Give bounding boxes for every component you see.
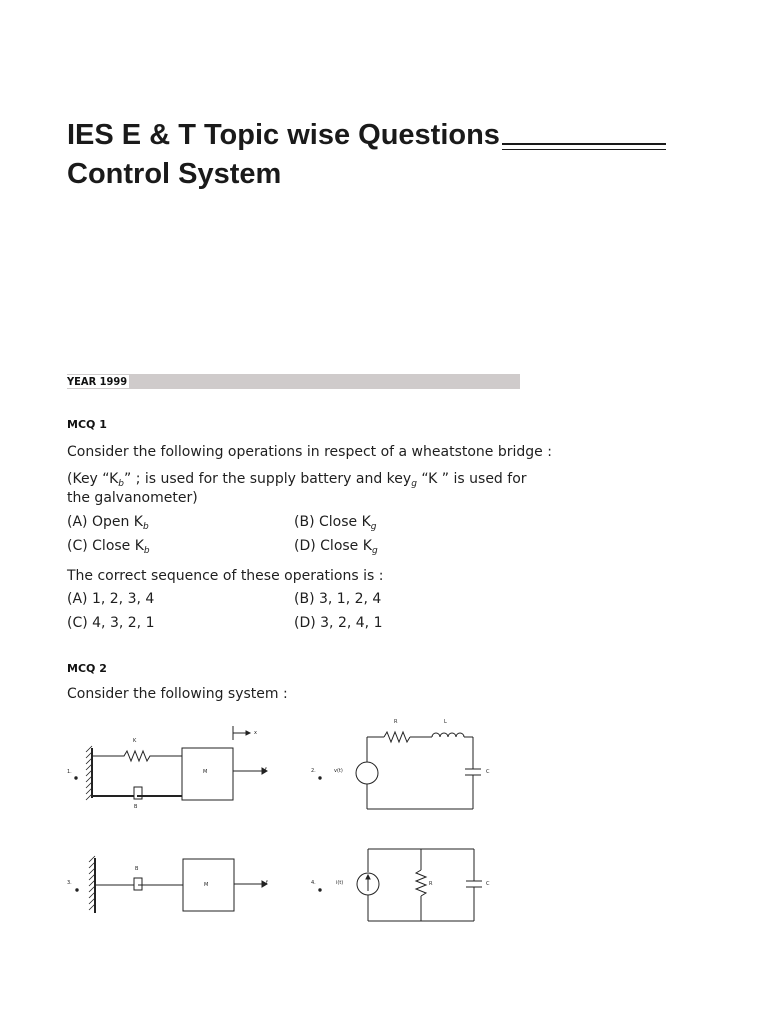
diagram1-damper-label: B	[134, 804, 138, 810]
mechanical-system-2	[76, 856, 267, 913]
mcq1-sequence-prompt: The correct sequence of these operations is :	[67, 568, 384, 584]
mcq1-note-start: (Key “K	[67, 471, 119, 487]
diagram3-force-label: f	[266, 880, 268, 886]
diagram2-capacitor-label: C	[486, 769, 490, 775]
mcq1-answer-c[interactable]: (C) 4, 3, 2, 1	[67, 615, 155, 631]
mcq1-heading: MCQ 1	[67, 418, 107, 431]
diagram2-source-label: v(t)	[334, 768, 343, 774]
mcq1-operation-1: (A) Open $K_b$	[67, 514, 149, 532]
diagram2-resistor-label: R	[394, 719, 398, 725]
mcq1-operation-4: (D) Close $K_g$	[294, 538, 378, 556]
mcq1-note-sub-g: g	[411, 479, 417, 489]
diagram4-capacitor-label: C	[486, 881, 490, 887]
mcq1-note-sub-b: b	[118, 479, 125, 489]
diagram3-mass-label: M	[204, 882, 209, 888]
diagram1-displacement-label: x	[254, 730, 257, 736]
diagram1-spring-label: K	[133, 738, 137, 744]
title-line1: IES E & T Topic wise Questions	[67, 119, 500, 151]
diagram4-index: 4.	[311, 880, 316, 886]
diagram4-source-label: i(t)	[336, 880, 344, 886]
diagram1-force-label: f	[265, 767, 267, 773]
electrical-system-1	[319, 732, 481, 809]
diagram3-index: 3.	[67, 880, 72, 886]
diagram1-mass-label: M	[203, 769, 208, 775]
mcq1-question: Consider the following operations in respect of a wheatstone bridge :	[67, 444, 552, 460]
mechanical-system-1	[75, 726, 267, 800]
title-line2: Control System	[67, 158, 282, 190]
mcq1-answer-a[interactable]: (A) 1, 2, 3, 4	[67, 591, 155, 607]
diagram4-resistor-label: R	[429, 881, 433, 887]
mcq1-operation-3: (C) Close $K_b$	[67, 538, 150, 556]
mcq1-note-mid: ” ; is used for the supply battery and key	[124, 471, 412, 487]
mcq2-question: Consider the following system :	[67, 686, 288, 702]
mcq1-answer-b[interactable]: (B) 3, 1, 2, 4	[294, 591, 382, 607]
electrical-system-2	[319, 849, 482, 921]
diagram3-damper-label: B	[135, 866, 139, 872]
mcq1-note-end: “K ” is used for	[416, 471, 527, 487]
diagram2-inductor-label: L	[444, 719, 447, 725]
diagram1-index: 1.	[67, 769, 72, 775]
mcq1-answer-d[interactable]: (D) 3, 2, 4, 1	[294, 615, 383, 631]
year-label: YEAR 1999	[67, 375, 128, 388]
diagram2-index: 2.	[311, 768, 316, 774]
mcq1-note-line2: the galvanometer)	[67, 490, 198, 506]
mcq1-operation-2: (B) Close $K_g$	[294, 514, 377, 532]
mcq2-heading: MCQ 2	[67, 662, 107, 675]
